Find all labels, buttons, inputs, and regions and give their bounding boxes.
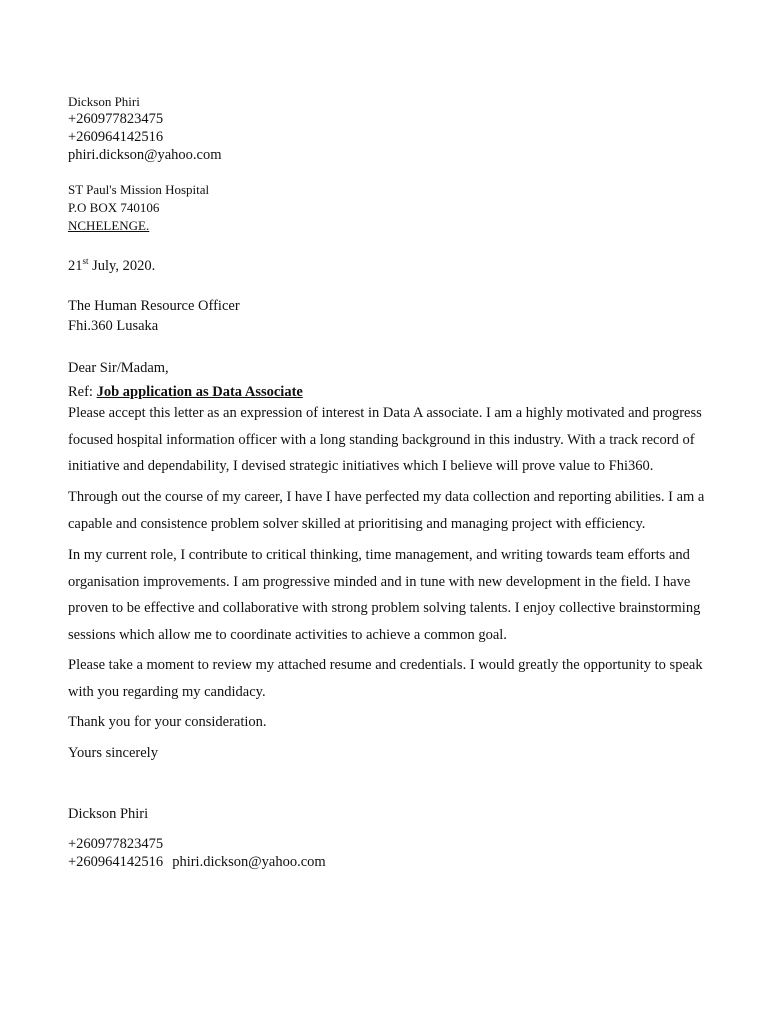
signature-phone-2: +260964142516 [68, 854, 164, 870]
address-line-3: NCHELENGE. [68, 218, 150, 233]
letter-date [68, 258, 155, 275]
signature-phone-1: +260977823475 [68, 836, 164, 852]
address-line-2: P.O BOX 740106 [68, 200, 160, 215]
body-paragraph-1: Please accept this letter as an expression of interest in Data A associate. I am a highly motivated and progress focused hospital information officer with a long standing background in this industry. With a track record of initiative and dependability, I devised strategic initiatives which I believe will prove value to Fhi360. [68, 405, 702, 474]
closing: Yours sincerely [68, 745, 158, 761]
recipient-org: Fhi.360 Lusaka [68, 318, 159, 334]
body-paragraph-3: In my current role, I contribute to critical thinking, time management, and writing towards team efforts and organisation improvements. I am progressive minded and in tune with new development in the field. I have proven to be effective and collaborative with strong problem solving talents. I enjoy collective brainstorming sessions which allow me to coordinate activities to achieve a common goal. [68, 547, 701, 643]
reference-line [68, 384, 303, 401]
salutation: Dear Sir/Madam, [68, 360, 169, 376]
sender-email: phiri.dickson@yahoo.com [68, 147, 222, 163]
sender-name: Dickson Phiri [68, 94, 140, 109]
date-suffix: st [82, 256, 89, 267]
signature-contact-line [68, 854, 326, 871]
sender-phone-1: +260977823475 [68, 111, 164, 127]
address-line-1: ST Paul's Mission Hospital [68, 182, 210, 197]
recipient-title: The Human Resource Officer [68, 298, 240, 314]
body-paragraph-2: Through out the course of my career, I have I have perfected my data collection and reporting abilities. I am a capable and consistence problem solver skilled at prioritising and managing project with efficiency. [68, 489, 705, 532]
date-day: 21 [68, 258, 83, 274]
sender-phone-2: +260964142516 [68, 129, 164, 145]
body-paragraph-5: Thank you for your consideration. [68, 714, 267, 730]
signature-name: Dickson Phiri [68, 806, 149, 822]
ref-subject: Job application as Data Associate [96, 384, 303, 400]
ref-label: Ref: [68, 384, 97, 400]
body-paragraph-4: Please take a moment to review my attached resume and credentials. I would greatly the opportunity to speak with you regarding my candidacy. [68, 657, 703, 700]
signature-email: phiri.dickson@yahoo.com [172, 854, 326, 870]
date-rest: July, 2020. [88, 258, 156, 274]
